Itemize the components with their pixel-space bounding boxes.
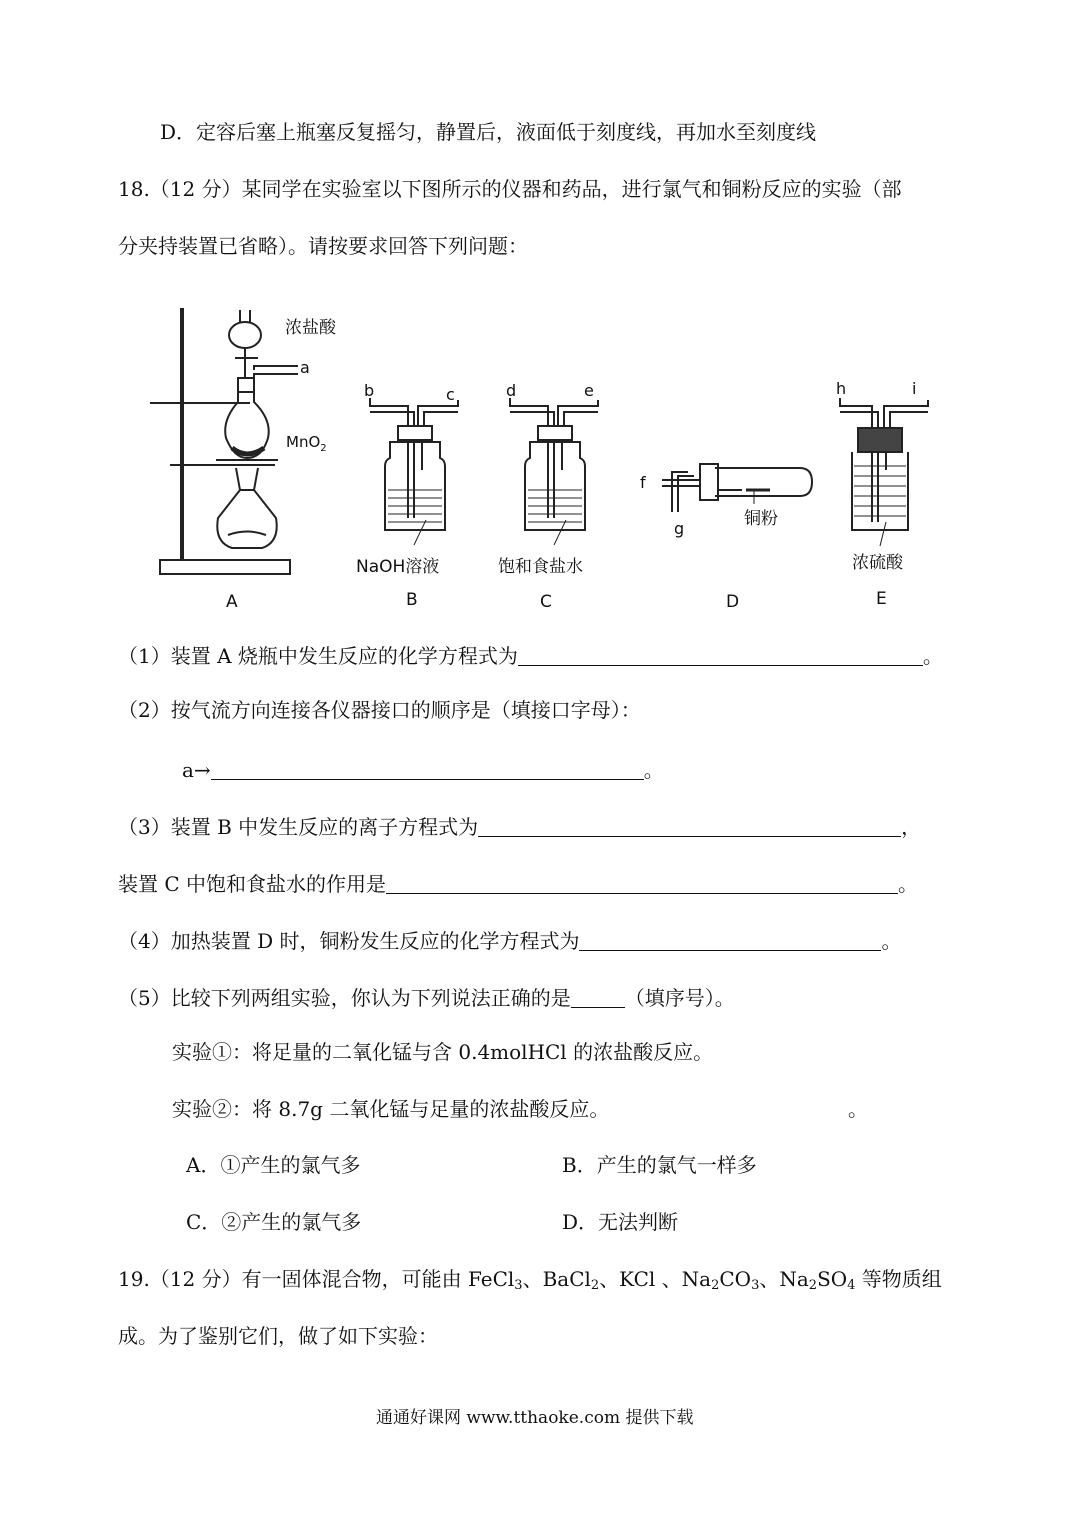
q19-sub: 4 <box>847 1278 856 1293</box>
apparatus-a <box>150 308 298 574</box>
q19-end: 等物质组 <box>855 1267 942 1291</box>
answer-blank-3b[interactable] <box>386 871 898 894</box>
q18-stem-line2: 分夹持装置已省略）。请按要求回答下列问题： <box>118 234 528 258</box>
port-i: i <box>912 379 917 398</box>
port-b: b <box>364 381 375 400</box>
sub-question-1 <box>118 643 943 666</box>
option-d-prev: D．定容后塞上瓶塞反复摇匀，静置后，液面低于刻度线，再加水至刻度线 <box>160 120 817 144</box>
sub-question-3-line2 <box>118 871 918 894</box>
sub5-pre: （5）比较下列两组实验，你认为下列说法正确的是 <box>118 986 571 1010</box>
answer-blank-5[interactable] <box>571 985 625 1008</box>
apparatus-c <box>510 398 598 545</box>
sub3-end: ， <box>901 815 922 839</box>
port-h: h <box>836 379 847 398</box>
sub4-text: （4）加热装置 D 时，铜粉发生反应的化学方程式为 <box>118 929 580 953</box>
label-a: A <box>226 592 238 612</box>
apparatus-b <box>370 398 458 545</box>
experiment-2-dot: 。 <box>848 1097 868 1121</box>
option-b: B．产生的氯气一样多 <box>562 1153 757 1177</box>
label-mno2: MnO$_2$ <box>286 433 327 454</box>
answer-blank-3a[interactable] <box>478 814 901 837</box>
q19-sub: 2 <box>590 1278 600 1293</box>
q19-sub: 2 <box>711 1278 720 1293</box>
page-footer: 通通好课网 www.tthaoke.com 提供下载 <box>376 1408 694 1428</box>
q19-sub: 2 <box>808 1278 818 1293</box>
label-conc-hcl: 浓盐酸 <box>285 318 336 338</box>
option-c: C．②产生的氯气多 <box>186 1210 362 1234</box>
sub1-text: （1）装置 A 烧瓶中发生反应的化学方程式为 <box>118 644 518 668</box>
experiment-1: 实验①：将足量的二氧化锰与含 0.4molHCl 的浓盐酸反应。 <box>172 1040 714 1064</box>
sub3-l2-end: 。 <box>898 872 919 896</box>
sub5-post: （填序号）。 <box>624 986 735 1010</box>
label-brine: 饱和食盐水 <box>498 557 583 577</box>
q19-mid: CO <box>719 1267 752 1291</box>
sub-question-3 <box>118 814 921 837</box>
q19-stem-line2: 成。为了鉴别它们，做了如下实验： <box>118 1324 438 1348</box>
option-a: A．①产生的氯气多 <box>186 1153 361 1177</box>
sub-question-4 <box>118 928 901 951</box>
q19-stem-line1 <box>118 1269 942 1292</box>
q19-mid: SO <box>817 1267 848 1291</box>
apparatus-d <box>662 464 812 512</box>
port-g: g <box>674 519 685 538</box>
experiment-2: 实验②：将 8.7g 二氧化锰与足量的浓盐酸反应。 <box>172 1097 610 1121</box>
apparatus-e <box>840 398 928 546</box>
label-e: E <box>876 589 887 609</box>
port-f: f <box>640 473 646 492</box>
label-b: B <box>406 590 418 610</box>
sub-question-2: （2）按气流方向连接各仪器接口的顺序是（填接口字母）： <box>118 698 641 722</box>
sub-question-5 <box>118 985 735 1008</box>
q19-mid: 、Na <box>759 1267 809 1291</box>
answer-blank-2[interactable] <box>211 757 644 780</box>
sub-question-2-answer <box>182 757 664 780</box>
label-cu-powder: 铜粉 <box>744 509 778 529</box>
option-d: D．无法判断 <box>562 1210 679 1234</box>
sub4-end: 。 <box>881 929 902 953</box>
answer-blank-1[interactable] <box>518 643 923 666</box>
label-d: D <box>726 592 740 612</box>
sub3-text: （3）装置 B 中发生反应的离子方程式为 <box>118 815 479 839</box>
sub2-end: 。 <box>643 758 664 782</box>
q19-sub: 3 <box>751 1278 760 1293</box>
sub1-end: 。 <box>922 644 943 668</box>
q19-mid: 、BaCl <box>522 1267 591 1291</box>
port-a: a <box>300 358 310 377</box>
label-c: C <box>540 592 552 612</box>
apparatus-figure <box>140 290 960 620</box>
q19-mid: 、KCl 、Na <box>599 1267 712 1291</box>
q19-sub: 3 <box>514 1278 523 1293</box>
port-e: e <box>584 381 594 400</box>
sub3-l2-text: 装置 C 中饱和食盐水的作用是 <box>118 872 387 896</box>
q19-pre: 19.（12 分）有一固体混合物，可能由 FeCl <box>118 1267 515 1291</box>
sub2-a: a→ <box>182 758 211 782</box>
q18-stem-line1: 18.（12 分）某同学在实验室以下图所示的仪器和药品，进行氯气和铜粉反应的实验（部 <box>118 177 902 201</box>
label-naoh: NaOH溶液 <box>356 557 440 577</box>
label-conc-h2so4: 浓硫酸 <box>852 553 903 573</box>
port-d: d <box>506 381 517 400</box>
answer-blank-4[interactable] <box>579 928 881 951</box>
port-c: c <box>446 385 455 404</box>
